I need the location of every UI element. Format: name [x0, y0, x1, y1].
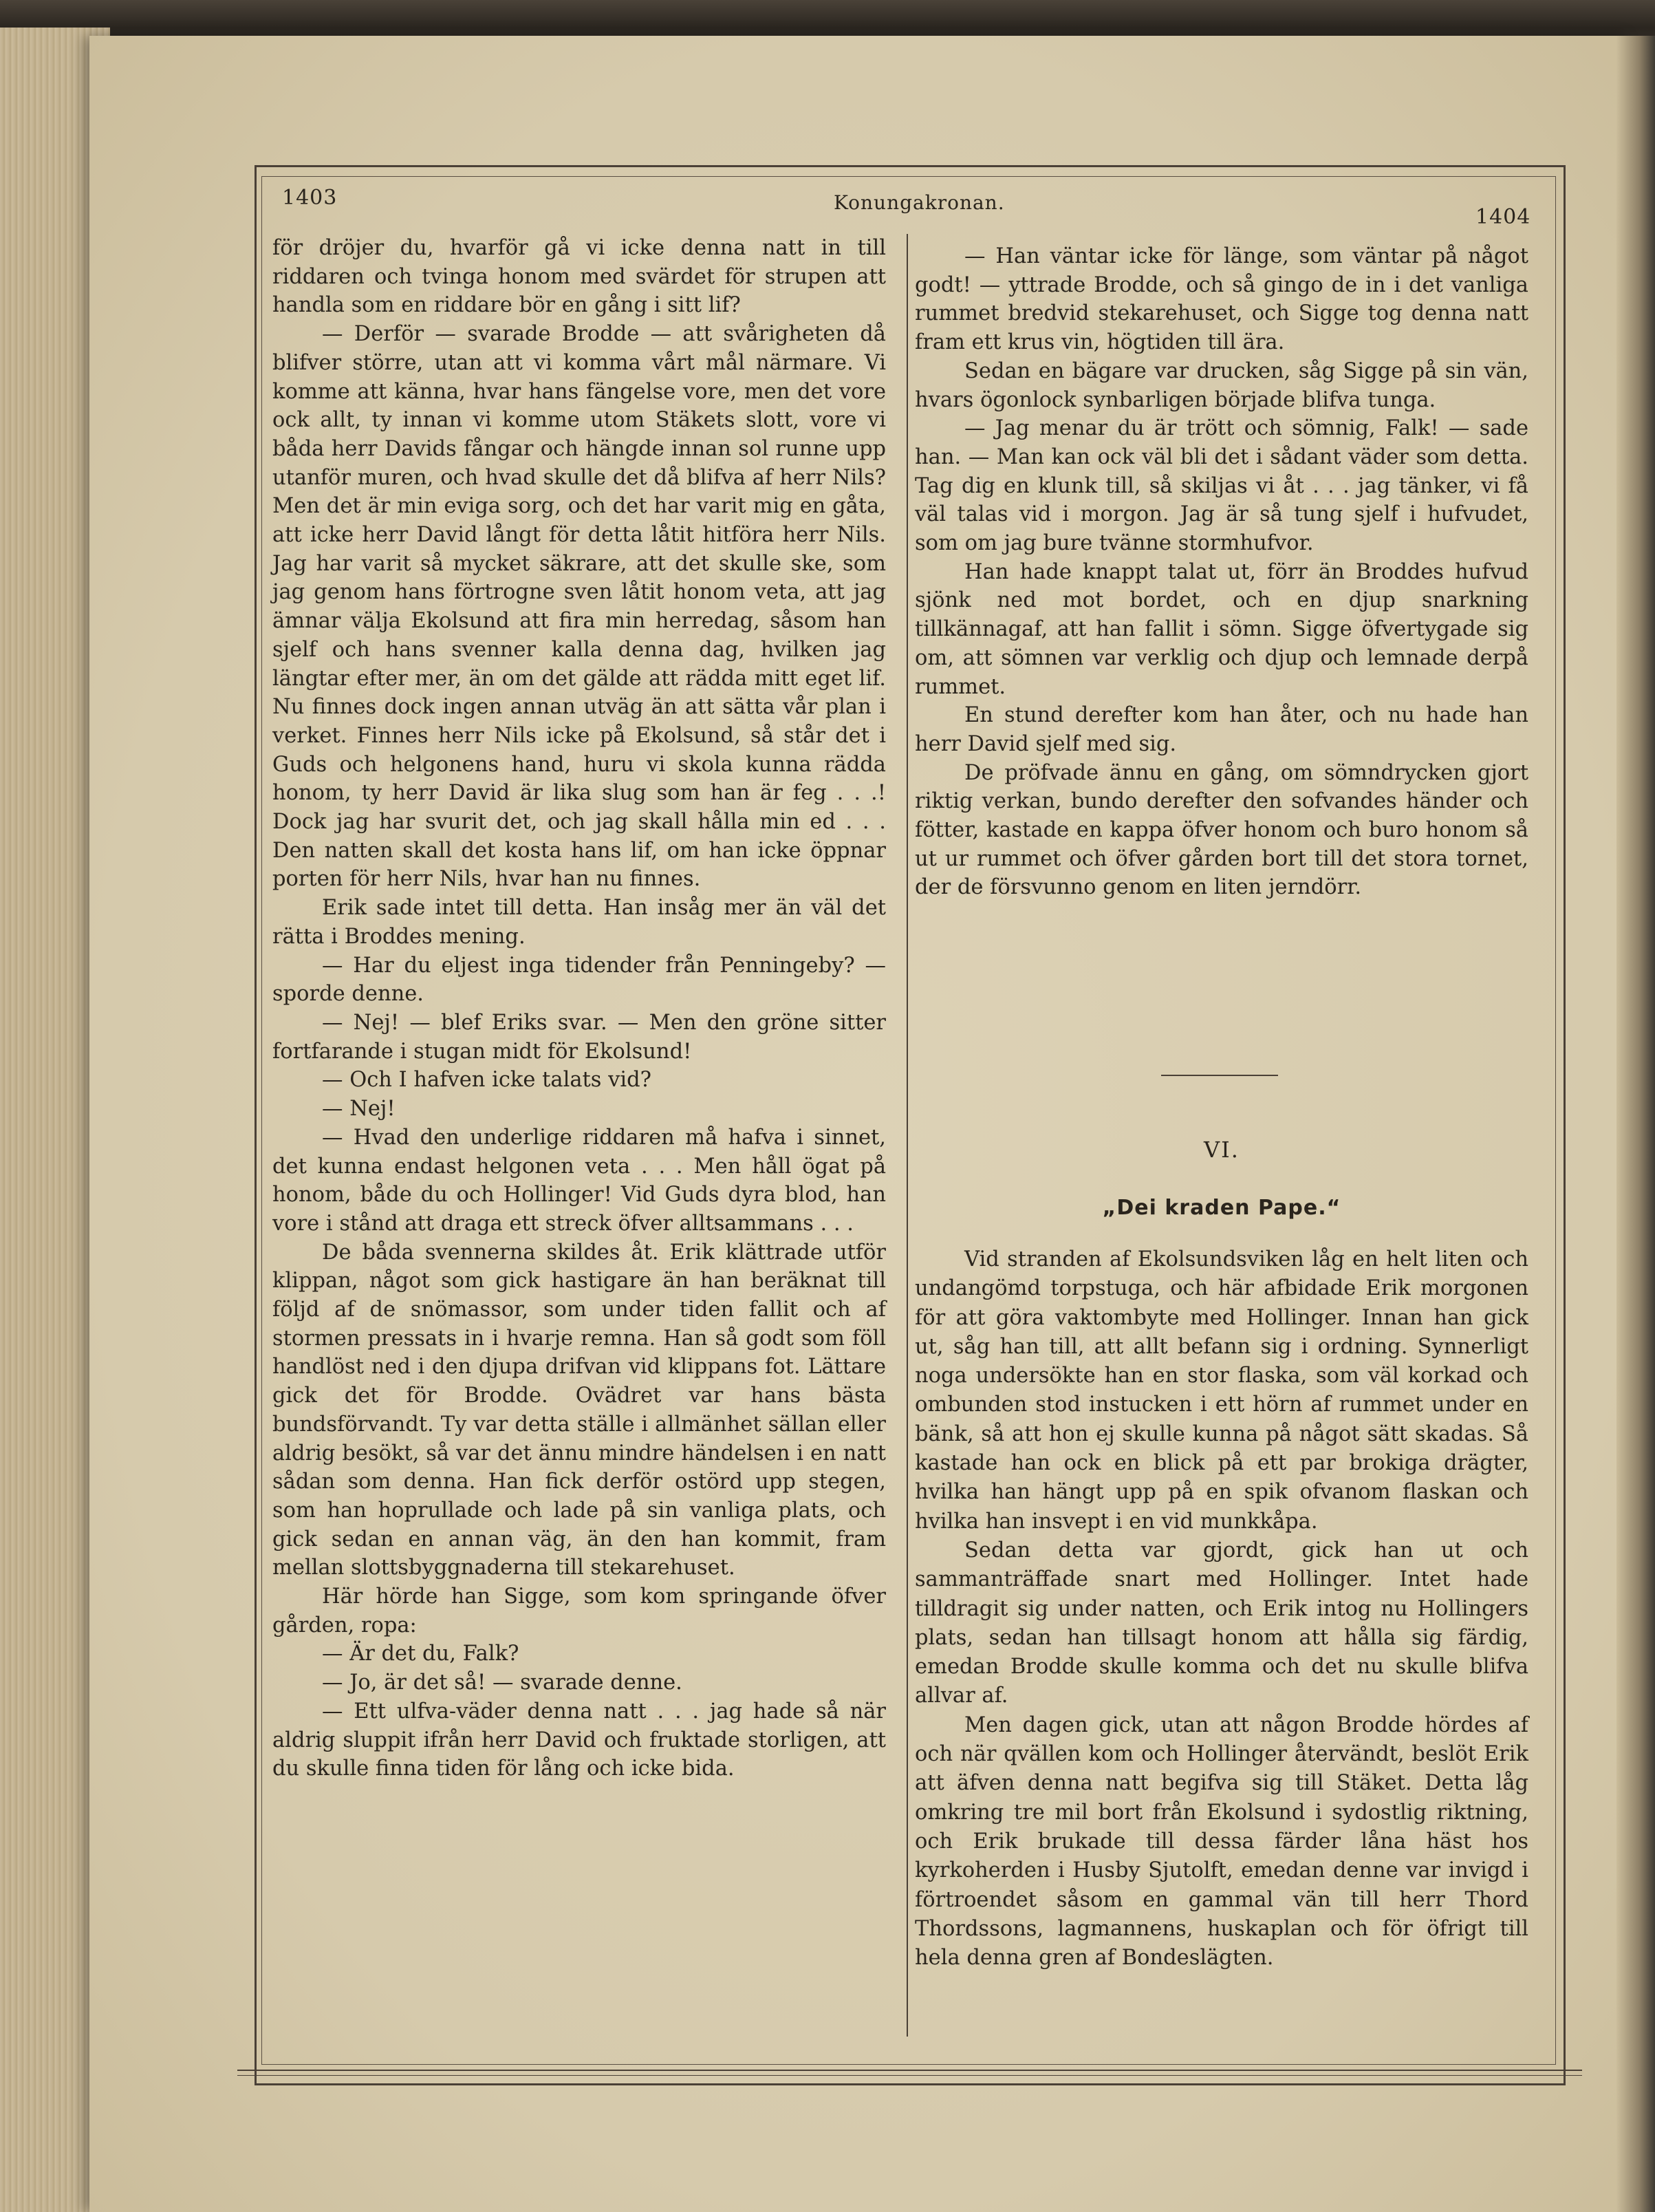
- paragraph: Sedan en bägare var drucken, såg Sigge på sin vän, hvars ögonlock synbarligen började blifva tunga.: [915, 358, 1528, 412]
- paragraph: En stund derefter kom han åter, och nu hade han herr David sjelf med sig.: [915, 703, 1528, 756]
- paragraph: Erik sade intet till detta. Han insåg mer än väl det rätta i Broddes mening.: [272, 896, 886, 949]
- bottom-rule-thin: [237, 2075, 1582, 2076]
- paragraph: — Nej!: [322, 1097, 396, 1121]
- paragraph: — Han väntar icke för länge, som väntar på något godt! — yttrade Brodde, och så gingo de in i det vanliga rummet bredvid stekarehuset, och Sigge tog denna natt fram ett krus vin, högtiden till ära.: [915, 244, 1528, 355]
- paragraph: — Och I hafven icke talats vid?: [322, 1068, 652, 1093]
- right-column-bottom: [915, 1245, 1528, 1973]
- paragraph: Sedan detta var gjordt, gick han ut och sammanträffade snart med Hollinger. Intet hade tilldragit sig under natten, och Erik intog nu Hollingers plats, sedan han tillsagt honom att hålla sig färdig, emedan Brodde skulle komma och det nu skulle blifva allvar af.: [915, 1538, 1528, 1708]
- left-column: [272, 234, 886, 1783]
- right-column-top: [915, 242, 1528, 902]
- paragraph: Vid stranden af Ekolsundsviken låg en helt liten och undangömd torpstuga, och här afbidade Erik morgonen för att göra vaktombyte med Hollinger. Innan han gick ut, såg han till, att allt befann sig i ordning. Synnerligt noga undersökte han en stor flaska, som väl korkad och ombunden stod instucken i ett hörn af rummet under en bänk, så att hon ej skulle kunna på något sätt skadas. Så kastade han ock en blick på ett par brokiga drägter, hvilka han hängt upp på en spik ofvanom flaskan och hvilka han insvept i en vid munkkåpa.: [915, 1247, 1528, 1534]
- section-divider: [1161, 1075, 1278, 1076]
- page-gutter: [1616, 36, 1655, 2212]
- paragraph: Han hade knappt talat ut, förr än Broddes hufvud sjönk ned mot bordet, och en djup snarkning tillkännagaf, att han fallit i sömn. Sigge öfvertygade sig om, att sömnen var verklig och djup och lemnade derpå rummet.: [915, 559, 1528, 699]
- right-page-number: 1404: [1475, 205, 1531, 229]
- paragraph: för dröjer du, hvarför gå vi icke denna natt in till riddaren och tvinga honom med svärdet för strupen att handla som en riddare bör en gång i sitt lif?: [272, 236, 886, 318]
- bottom-rule: [237, 2070, 1582, 2071]
- paragraph: — Har du eljest inga tidender från Penningeby? — sporde denne.: [272, 953, 886, 1007]
- running-title: Konungakronan.: [834, 191, 1005, 214]
- paragraph: — Är det du, Falk?: [322, 1642, 519, 1666]
- chapter-title: „Dei kraden Pape.“: [1102, 1196, 1341, 1220]
- paragraph: De pröfvade ännu en gång, om sömndrycken gjort riktig verkan, bundo derefter den sofvandes händer och fötter, kastade en kappa öfver honom och buro honom så ut ur rummet och öfver gården bort till det stora tornet, der de försvunno genom en liten jerndörr.: [915, 760, 1528, 900]
- paragraph: Här hörde han Sigge, som kom springande öfver gården, ropa:: [272, 1585, 886, 1637]
- left-page-number: 1403: [282, 186, 338, 210]
- paragraph: — Ett ulfva-väder denna natt . . . jag hade så när aldrig sluppit ifrån herr David och fruktade storligen, att du skulle finna tiden för lång och icke bida.: [272, 1699, 886, 1781]
- paragraph: — Jag menar du är trött och sömnig, Falk! — sade han. — Man kan ock väl bli det i sådant väder som detta. Tag dig en klunk till, så skiljas vi åt . . . jag tänker, vi få väl talas vid i morgon. Jag är så tung sjelf i hufvudet, som om jag bure tvänne stormhufvor.: [915, 416, 1528, 556]
- paragraph: Men dagen gick, utan att någon Brodde hördes af och när qvällen kom och Hollinger återvändt, beslöt Erik att äfven denna natt begifva sig till Stäket. Detta låg omkring tre mil bort från Ekolsund i sydostlig riktning, och Erik brukade till dessa färder låna häst hos kyrkoherden i Husby Sjutolft, emedan denne var invigd i förtroendet såsom en gammal vän till herr Thord Thordssons, lagmannens, huskaplan och för öfrigt till hela denna gren af Bondeslägten.: [915, 1712, 1528, 1971]
- column-divider: [907, 234, 908, 2037]
- chapter-number: VI.: [1204, 1137, 1240, 1163]
- paragraph: — Nej! — blef Eriks svar. — Men den gröne sitter fortfarande i stugan midt för Ekolsund!: [272, 1010, 886, 1064]
- paragraph: — Derför — svarade Brodde — att svårigheten då blifver större, utan att vi komma vårt mål närmare. Vi komme att känna, hvar hans fängelse vore, men det vore ock allt, ty innan vi komme utom Stäkets slott, vore vi båda herr Davids fångar och hängde innan sol runne upp utanför muren, och hvad skulle det då blifva af herr Nils? Men det är min eviga sorg, och det har varit mig en gåta, att icke herr David långt för detta låtit hitföra herr Nils. Jag har varit så mycket säkrare, att det skulle ske, som jag genom hans förtrogne sven låtit honom veta, att jag ämnar välja Ekolsund att fira min herredag, såsom han sjelf och hans svenner kalla denna dag, hvilken jag längtar efter mer, än om det gälde att rädda mitt eget lif. Nu finnes dock ingen annan utväg än att sätta vår plan i verket. Finnes herr Nils icke på Ekolsund, så står det i Guds och helgonens hand, huru vi skola kunna rädda honom, ty herr David är lika slug som han är feg . . .! Dock jag har svurit det, och jag skall hålla min ed . . . Den natten skall det kosta hans lif, om han icke öppnar porten för herr Nils, hvar han nu finnes.: [272, 322, 886, 892]
- paragraph: De båda svennerna skildes åt. Erik klättrade utför klippan, något som gick hastigare än han beräknat till följd af de snömassor, som under tiden fallit och af stormen pressats in i hvarje remna. Han så godt som föll handlöst ned i den djupa drifvan vid klippans fot. Lättare gick det för Brodde. Ovädret var hans bästa bundsförvandt. Ty var detta ställe i allmänhet sällan eller aldrig besökt, så var det ännu mindre händelsen i en natt sådan som denna. Han fick derför ostörd upp stegen, som han hoprullade och lade på sin vanliga plats, och gick sedan en annan väg, än den han kommit, fram mellan slottsbyggnaderna till stekarehuset.: [272, 1240, 886, 1580]
- paragraph: — Jo, är det så! — svarade denne.: [322, 1671, 682, 1695]
- paragraph: — Hvad den underlige riddaren må hafva i sinnet, det kunna endast helgonen veta . . . Men håll ögat på honom, både du och Hollinger! Vid Guds dyra blod, han vore i stånd att draga ett streck öfver alltsammans . . .: [272, 1125, 886, 1236]
